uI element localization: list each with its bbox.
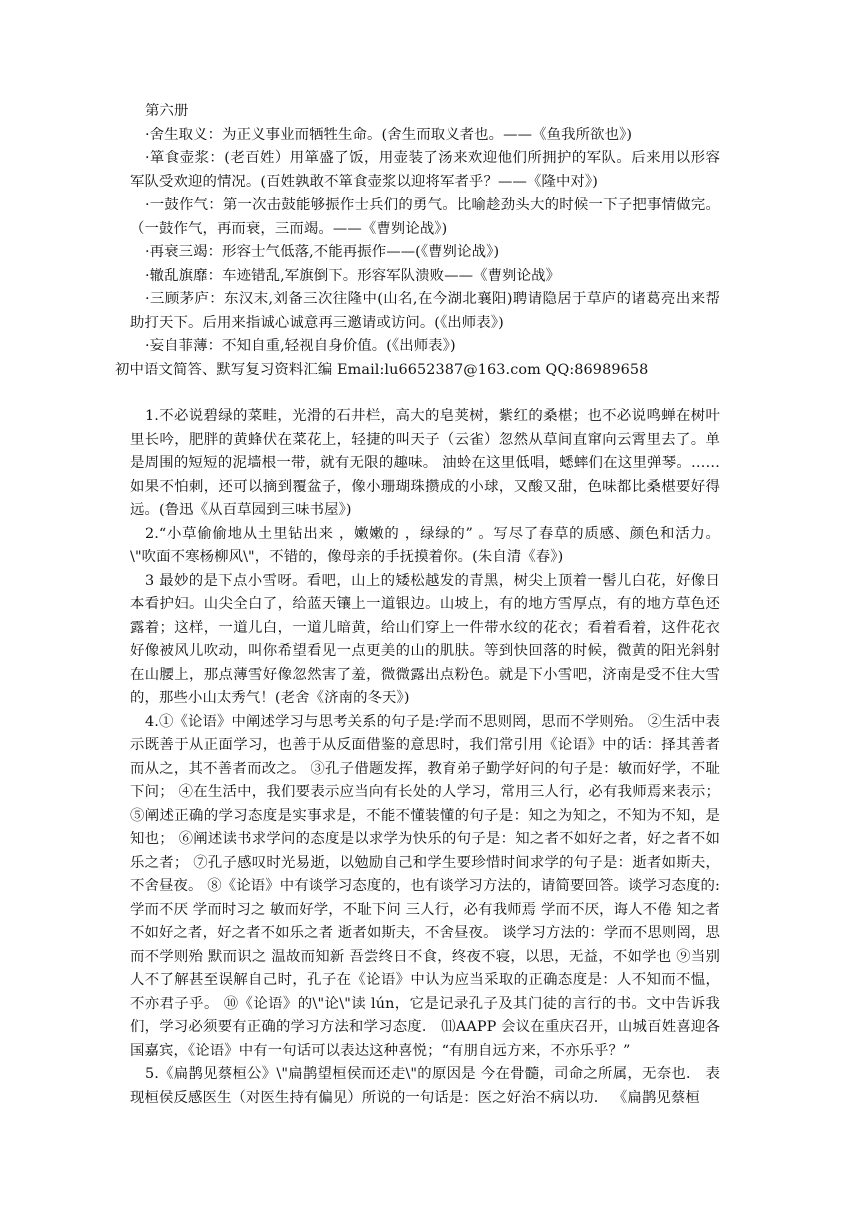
idiom-item: ·妄自菲薄：不知自重,轻视自身价值。(《出师表》) — [145, 338, 456, 354]
passage-list — [130, 405, 720, 1110]
idiom-list — [130, 124, 720, 359]
passage-paragraph: 2.“小草偷偷地从土里钻出来 ，嫩嫩的 ，绿绿的” 。写尽了春草的质感、颜色和活力。\"吹面不寒杨柳风\"，不错的，像母亲的手抚摸着你。(朱自清《春》) — [130, 525, 720, 565]
passage-paragraph: 4.①《论语》中阐述学习与思考关系的句子是:学而不思则罔，思而不学则殆。 ②生活中表示既善于从正面学习，也善于从反面借鉴的意思时，我们常引用《论语》中的话：择其善者而从之，其不善者而改之。 ③孔子借题发挥，教育弟子勤学好问的句子是：敏而好学，不耻下问； ④在生活中，我们要表示应当向有长处的人学习，常用三人行，必有我师焉来表示； ⑤阐述正确的学习态度是实事求是，不能不懂装懂的句子是：知之为知之，不知为不知，是知也； ⑥阐述读书求学问的态度是以求学为快乐的句子是：知之者不如好之者，好之者不如乐之者； ⑦孔子感叹时光易逝，以勉励自己和学生要珍惜时间求学的句子是：逝者如斯夫，不舍昼夜。 ⑧《论语》中有谈学习态度的，也有谈学习方法的，请简要回答。谈学习态度的: 学而不厌 学而时习之 敏而好学，不耻下问 三人行，必有我师焉 学而不厌，诲人不倦 知之者不如好之者，好之者不如乐之者 逝者如斯夫，不舍昼夜。 谈学习方法的：学而不思则罔，思而不学则殆 默而识之 温故而知新 吾尝终日不食，终夜不寝，以思，无益，不如学也 ⑨当别人不了解甚至误解自己时，孔子在《论语》中认为应当采取的正确态度是：人不知而不愠，不亦君子乎。 ⑩《论语》的\"论\"读 lún，它是记录孔子及其门徒的言行的书。文中告诉我们，学习必须要有正确的学习方法和学习态度． ⑾AAPP 会议在重庆召开，山城百姓喜迎各国嘉宾，《论语》中有一句话可以表达这种喜悦；“有朋自远方来，不亦乐乎？” — [130, 713, 720, 1059]
passage-paragraph: 3 最妙的是下点小雪呀。看吧，山上的矮松越发的青黑，树尖上顶着一髻儿白花，好像日本看护妇。山尖全白了，给蓝天镶上一道银边。山坡上，有的地方雪厚点，有的地方草色还露着；这样，一道儿白，一道儿暗黄，给山们穿上一件带水纹的花衣；看着看着，这件花衣好像被风儿吹动，叫你希望看见一点更美的山的肌肤。等到快回落的时候，微黄的阳光斜射在山腰上，那点薄雪好像忽然害了羞，微微露出点粉色。就是下小雪吧，济南是受不住大雪的，那些小山太秀气！(老舍《济南的冬天》) — [130, 572, 720, 706]
idiom-item: ·三顾茅庐：东汉末,刘备三次往隆中(山名,在今湖北襄阳)聘请隐居于草庐的诸葛亮出来帮助打天下。后用来指诚心诚意再三邀请或访问。(《出师表》) — [130, 291, 720, 331]
idiom-item: ·箪食壶浆：(老百姓）用箪盛了饭，用壶装了汤来欢迎他们所拥护的军队。后来用以形容军队受欢迎的情况。(百姓孰敢不箪食壶浆以迎将军者乎？——《隆中对》) — [130, 150, 720, 190]
idiom-item: ·再衰三竭：形容士气低落,不能再振作——(《曹刿论战》) — [145, 244, 500, 260]
idiom-item: ·辙乱旗靡：车迹错乱,军旗倒下。形容军队溃败——《曹刿论战》 — [145, 267, 561, 284]
passage-paragraph: 1.不必说碧绿的菜畦，光滑的石井栏，高大的皂荚树，紫红的桑椹；也不必说鸣蝉在树叶里长吟，肥胖的黄蜂伏在菜花上，轻捷的叫天子（云雀）忽然从草间直窜向云霄里去了。单是周围的短短的泥墙根一带，就有无限的趣味。 油蛉在这里低唱，蟋蟀们在这里弹琴。……如果不怕刺，还可以摘到覆盆子，像小珊瑚珠攒成的小球，又酸又甜，色味都比桑椹要好得远。(鲁迅《从百草园到三味书屋》) — [130, 408, 720, 518]
compilation-header: 初中语文简答、默写复习资料汇编 Email:lu6652387@163.com QQ:86989658 — [115, 361, 649, 378]
section-title: 第六册 — [145, 103, 189, 119]
idiom-item: ·舍生取义：为正义事业而牺牲生命。(舍生而取义者也。——《鱼我所欲也》) — [145, 126, 633, 143]
spacer — [130, 382, 720, 405]
passage-paragraph: 5.《扁鹊见蔡桓公》\"扁鹊望桓侯而还走\"的原因是 今在骨髓，司命之所属，无奈也． 表现桓侯反感医生（对医生持有偏见）所说的一句话是：医之好治不病以功． 《扁鹊见蔡桓 — [130, 1066, 720, 1106]
document-page — [115, 100, 720, 1110]
idiom-item: ·一鼓作气：第一次击鼓能够振作士兵们的勇气。比喻趁劲头大的时候一下子把事情做完。（一鼓作气，再而衰，三而竭。——《曹刿论战》) — [130, 197, 720, 237]
